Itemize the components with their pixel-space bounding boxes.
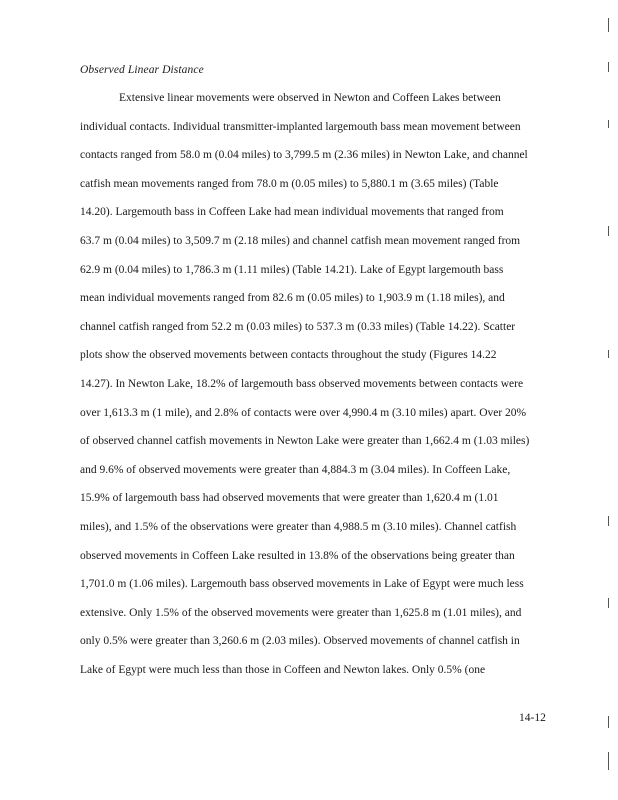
text-line: 14.20). Largemouth bass in Coffeen Lake had mean individual movements that ranged from bbox=[80, 206, 504, 219]
text-line: of observed channel catfish movements in Newton Lake were greater than 1,662.4 m (1.03 miles) bbox=[80, 435, 530, 448]
scan-artifact bbox=[608, 752, 609, 770]
text-line: 15.9% of largemouth bass had observed movements that were greater than 1,620.4 m (1.01 bbox=[80, 492, 499, 505]
scan-artifact bbox=[608, 62, 609, 72]
text-line: mean individual movements ranged from 82.6 m (0.05 miles) to 1,903.9 m (1.18 miles), and bbox=[80, 292, 505, 305]
text-line: miles), and 1.5% of the observations were greater than 4,988.5 m (3.10 miles). Channel catfish bbox=[80, 520, 517, 533]
text-line: observed movements in Coffeen Lake resulted in 13.8% of the observations being greater than bbox=[80, 549, 515, 562]
text-line: 14.27). In Newton Lake, 18.2% of largemouth bass observed movements between contacts were bbox=[80, 377, 524, 390]
scan-artifact bbox=[608, 598, 609, 608]
text-line: individual contacts. Individual transmitter-implanted largemouth bass mean movement between bbox=[80, 120, 521, 133]
scan-artifact bbox=[608, 226, 609, 236]
text-line: Lake of Egypt were much less than those in Coffeen and Newton lakes. Only 0.5% (one bbox=[80, 663, 486, 676]
text-line: extensive. Only 1.5% of the observed movements were greater than 1,625.8 m (1.01 miles), and bbox=[80, 606, 522, 619]
text-line: 1,701.0 m (1.06 miles). Largemouth bass observed movements in Lake of Egypt were much less bbox=[80, 578, 524, 591]
section-heading: Observed Linear Distance bbox=[80, 64, 204, 76]
text-line: and 9.6% of observed movements were greater than 4,884.3 m (3.04 miles). In Coffeen Lake, bbox=[80, 463, 511, 476]
scan-artifact bbox=[608, 716, 609, 728]
scan-artifact bbox=[608, 120, 609, 128]
text-line: only 0.5% were greater than 3,260.6 m (2.03 miles). Observed movements of channel catfish in bbox=[80, 635, 520, 648]
scan-artifact bbox=[608, 18, 609, 32]
text-line: over 1,613.3 m (1 mile), and 2.8% of contacts were over 4,990.4 m (3.10 miles) apart. Over 20% bbox=[80, 406, 527, 419]
body-paragraph bbox=[80, 84, 546, 684]
scan-artifact bbox=[608, 350, 609, 358]
text-line: plots show the observed movements between contacts throughout the study (Figures 14.22 bbox=[80, 349, 497, 362]
page-number: 14-12 bbox=[519, 712, 546, 724]
text-line: contacts ranged from 58.0 m (0.04 miles) to 3,799.5 m (2.36 miles) in Newton Lake, and channel bbox=[80, 149, 528, 162]
text-line: 62.9 m (0.04 miles) to 1,786.3 m (1.11 miles) (Table 14.21). Lake of Egypt largemouth bass bbox=[80, 263, 504, 276]
text-line: Extensive linear movements were observed in Newton and Coffeen Lakes between bbox=[119, 92, 501, 104]
text-line: channel catfish ranged from 52.2 m (0.03 miles) to 537.3 m (0.33 miles) (Table 14.22). Scatter bbox=[80, 320, 516, 333]
scan-artifact bbox=[608, 516, 609, 526]
text-line: catfish mean movements ranged from 78.0 m (0.05 miles) to 5,880.1 m (3.65 miles) (Table bbox=[80, 177, 499, 190]
text-line: 63.7 m (0.04 miles) to 3,509.7 m (2.18 miles) and channel catfish mean movement ranged from bbox=[80, 234, 521, 247]
